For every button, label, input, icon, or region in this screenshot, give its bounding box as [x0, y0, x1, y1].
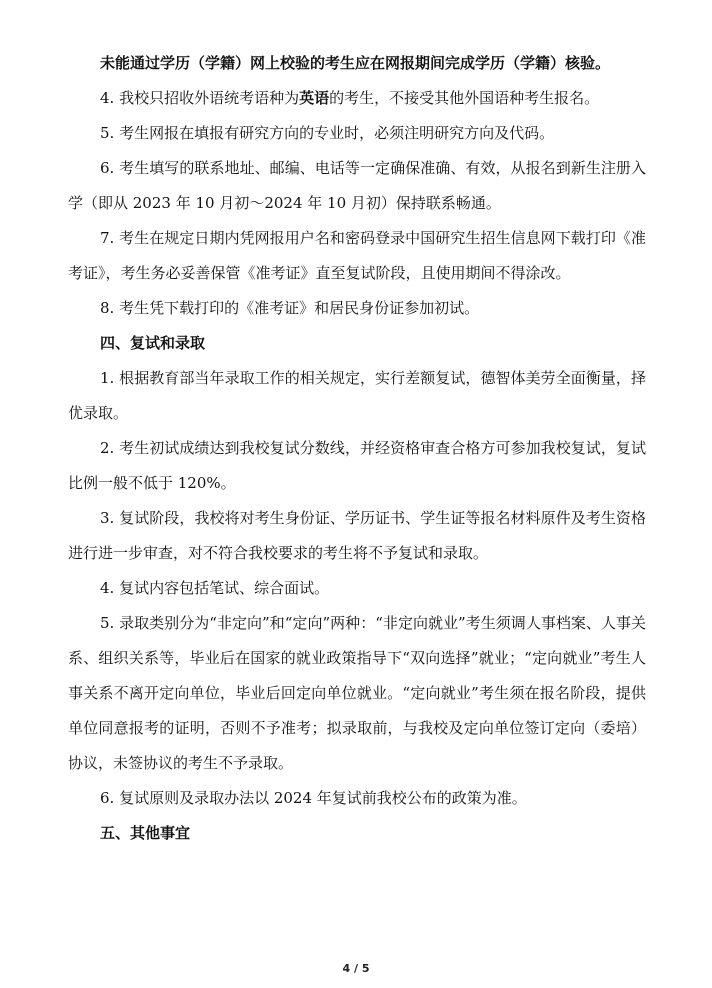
paragraph-8: 8. 考生凭下载打印的《准考证》和居民身份证参加初试。 — [100, 299, 480, 317]
paragraph-5: 5. 考生网报在填报有研究方向的专业时，必须注明研究方向及代码。 — [100, 124, 555, 142]
paragraph-4 — [68, 81, 646, 116]
section4-paragraph-5: 5. 录取类别分为“非定向”和“定向”两种：“非定向就业”考生须调人事档案、人事关系、组织关系等，毕业后在国家的就业政策指导下“双向选择”就业；“定向就业”考生人事关系不离开定向单位，毕业后回定向单位就业。“定向就业”考生须在报名阶段，提供单位同意报考的证明，否则不予准考；拟录取前，与我校及定向单位签订定向（委培）协议，未签协议的考生不予录取。 — [68, 614, 646, 772]
section4-paragraph-6: 6. 复试原则及录取办法以 2024 年复试前我校公布的政策为准。 — [100, 789, 527, 807]
paragraph-4-highlight: 英语 — [299, 89, 330, 107]
section4-paragraph-4: 4. 复试内容包括笔试、综合面试。 — [100, 579, 330, 597]
section-heading-5: 五、其他事宜 — [100, 824, 191, 842]
section4-paragraph-2: 2. 考生初试成绩达到我校复试分数线，并经资格审查合格方可参加我校复试，复试比例一般不低于 120%。 — [68, 439, 646, 492]
paragraph-6: 6. 考生填写的联系地址、邮编、电话等一定确保准确、有效，从报名到新生注册入学（即从 2023 年 10 月初～2024 年 10 月初）保持联系畅通。 — [68, 159, 646, 212]
paragraph-4-prefix: 4. 我校只招收外语统考语种为 — [100, 89, 300, 107]
section4-paragraph-3: 3. 复试阶段，我校将对考生身份证、学历证书、学生证等报名材料原件及考生资格进行进一步审查，对不符合我校要求的考生将不予复试和录取。 — [68, 509, 646, 562]
paragraph-4-suffix: 的考生，不接受其他外国语种考生报名。 — [329, 89, 600, 107]
section4-paragraph-1: 1. 根据教育部当年录取工作的相关规定，实行差额复试，德智体美劳全面衡量，择优录取。 — [68, 369, 646, 422]
section-heading-4: 四、复试和录取 — [100, 334, 206, 352]
page-number: 4 / 5 — [342, 962, 370, 975]
paragraph-7: 7. 考生在规定日期内凭网报用户名和密码登录中国研究生招生信息网下载打印《准考证》，考生务必妥善保管《准考证》直至复试阶段，且使用期间不得涂改。 — [68, 229, 646, 282]
document-body — [68, 46, 646, 851]
bold-paragraph: 未能通过学历（学籍）网上校验的考生应在网报期间完成学历（学籍）核验。 — [100, 54, 611, 72]
